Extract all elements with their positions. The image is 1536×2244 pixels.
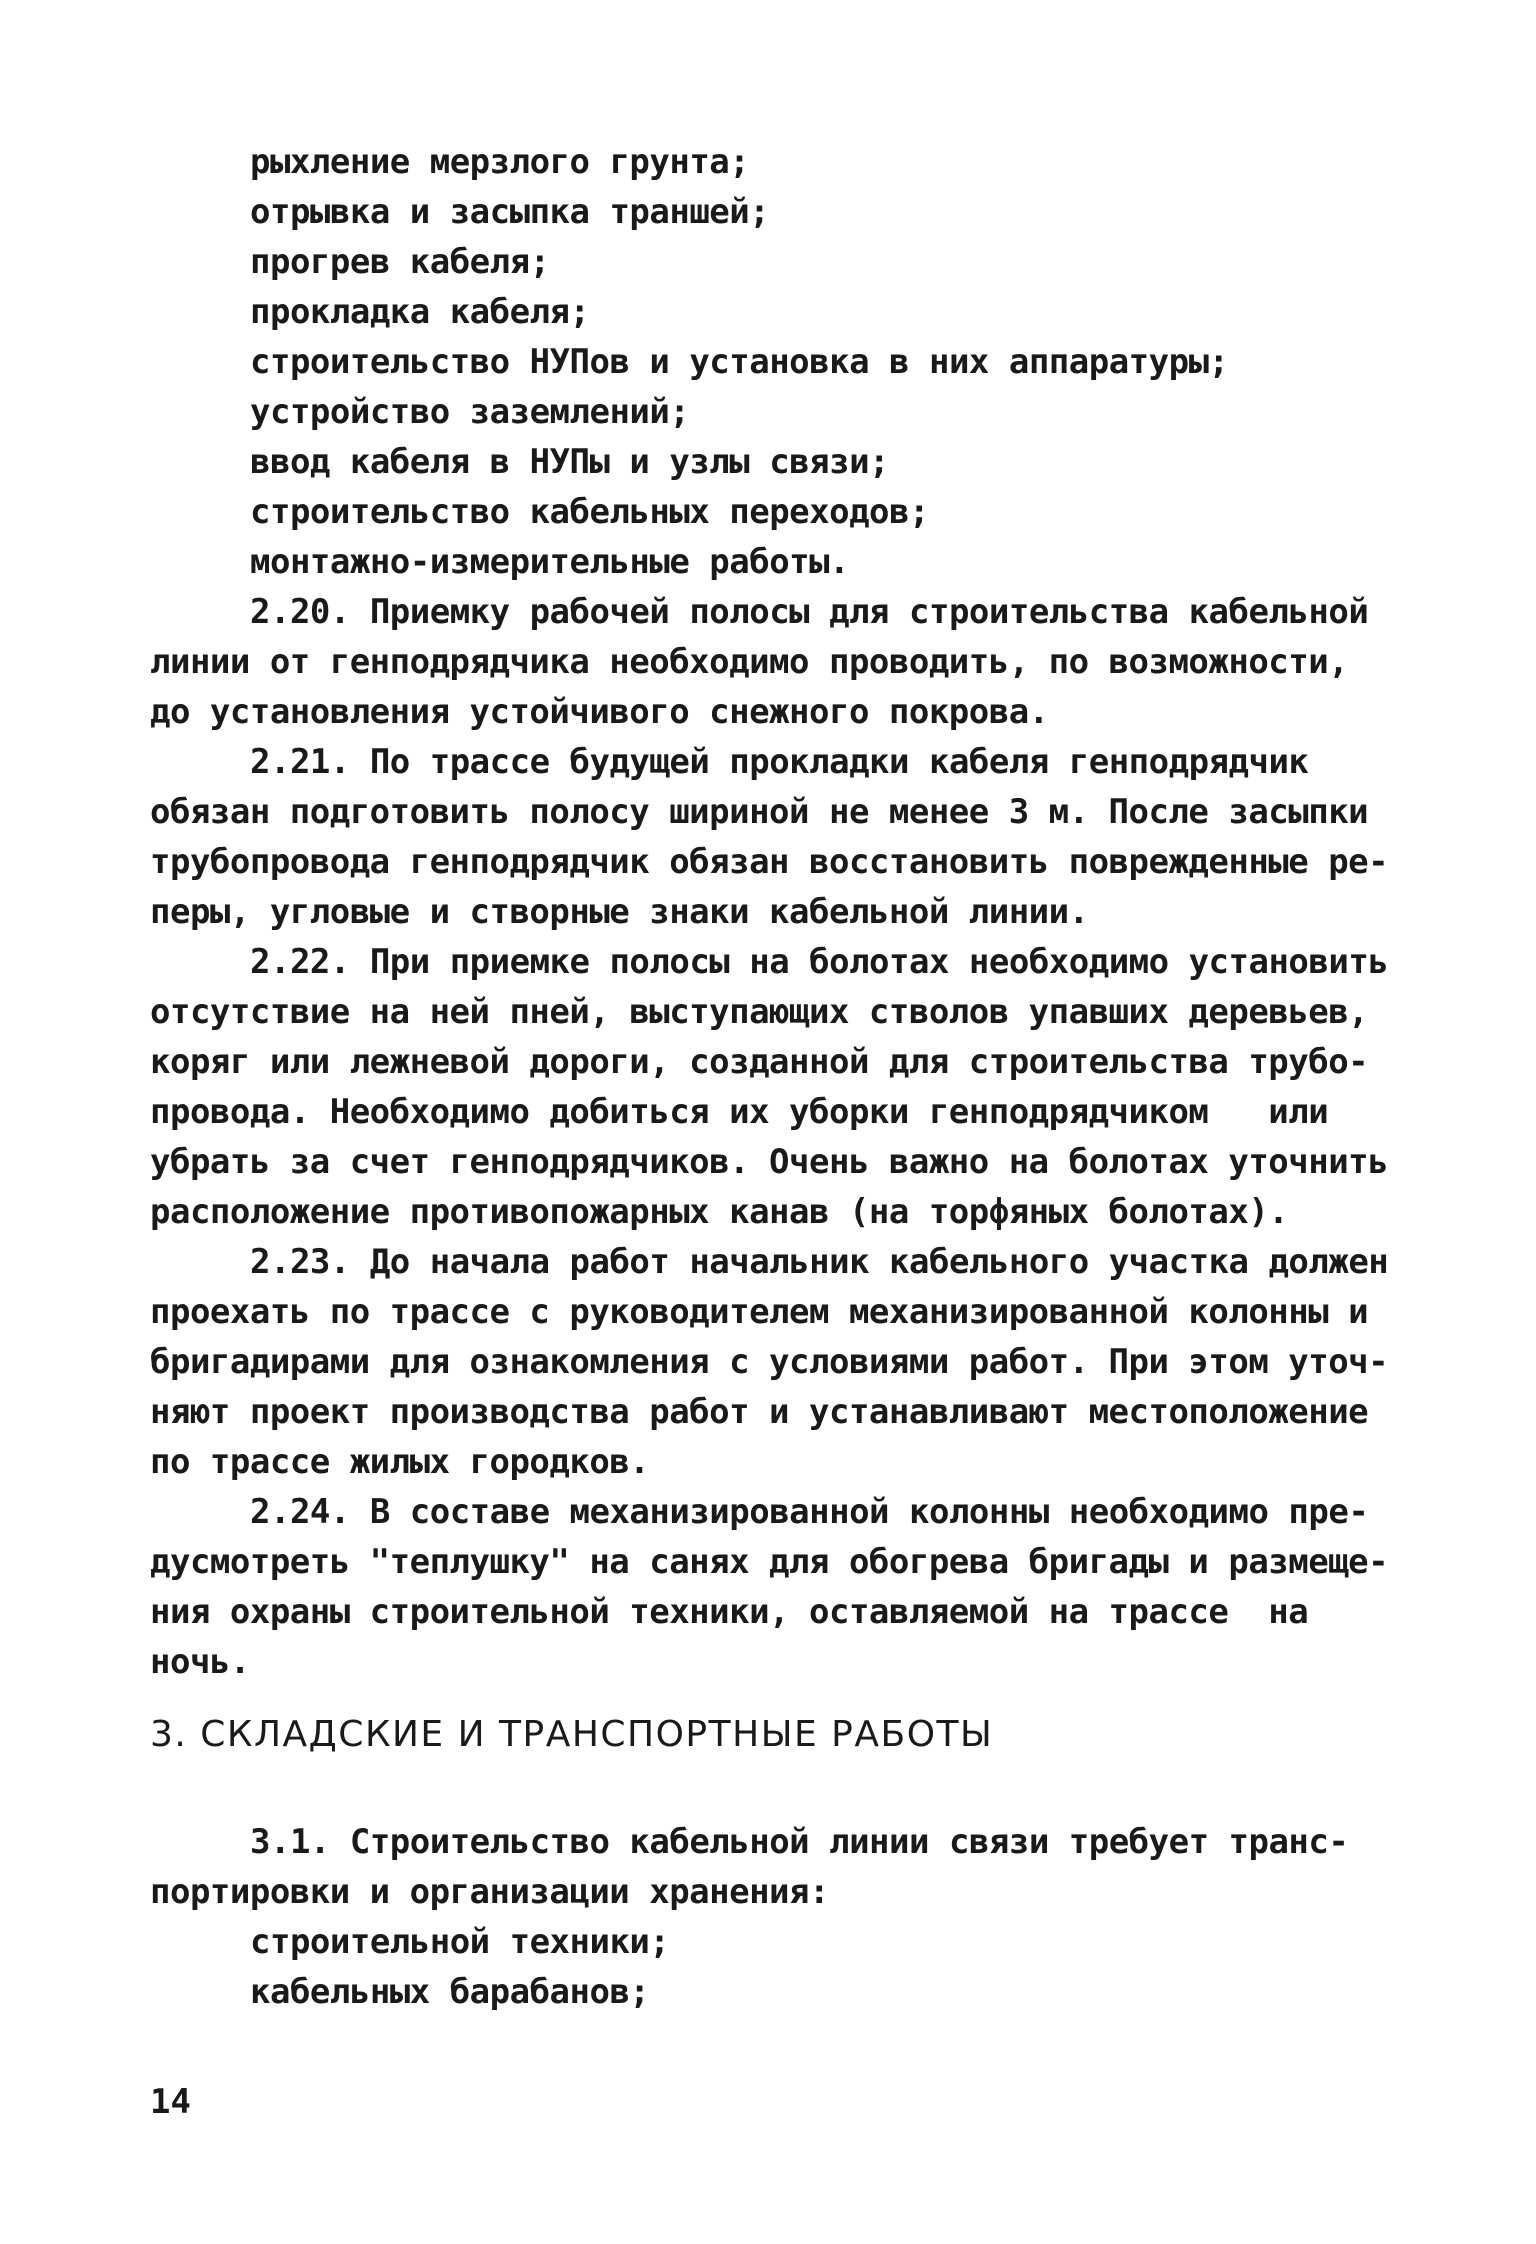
paragraph-2-20-line: линии от генподрядчика необходимо проводить, по возможности,: [150, 642, 1349, 682]
list-item: кабельных барабанов;: [250, 1972, 650, 2012]
page-number: 14: [150, 2082, 191, 2122]
list-item: строительной техники;: [250, 1922, 670, 1962]
list-item: устройство заземлений;: [250, 392, 690, 432]
paragraph-2-23-line: бригадирами для ознакомления с условиями работ. При этом уточ-: [150, 1342, 1389, 1382]
list-item: строительство НУПов и установка в них аппаратуры;: [250, 342, 1229, 382]
paragraph-2-21-line: обязан подготовить полосу шириной не менее 3 м. После засыпки: [150, 792, 1369, 832]
paragraph-2-22-line: 2.22. При приемке полосы на болотах необходимо установить: [250, 942, 1389, 982]
paragraph-2-23-line: по трассе жилых городков.: [150, 1442, 650, 1482]
paragraph-2-24-line: дусмотреть "теплушку" на санях для обогрева бригады и размеще-: [150, 1542, 1389, 1582]
paragraph-2-23-line: няют проект производства работ и устанавливают местоположение: [150, 1392, 1369, 1432]
paragraph-2-22-line: отсутствие на ней пней, выступающих стволов упавших деревьев,: [150, 992, 1369, 1032]
list-item: прогрев кабеля;: [250, 242, 550, 282]
paragraph-2-24-line: ния охраны строительной техники, оставляемой на трассе на: [150, 1592, 1309, 1632]
paragraph-2-23-line: проехать по трассе с руководителем механизированной колонны и: [150, 1292, 1369, 1332]
paragraph-2-22-line: расположение противопожарных канав (на торфяных болотах).: [150, 1192, 1289, 1232]
paragraph-2-24-line: ночь.: [150, 1642, 250, 1682]
section-heading: 3. СКЛАДСКИЕ И ТРАНСПОРТНЫЕ РАБОТЫ: [150, 1714, 994, 1755]
list-item: строительство кабельных переходов;: [250, 492, 929, 532]
list-item: отрывка и засыпка траншей;: [250, 192, 770, 232]
paragraph-2-23-line: 2.23. До начала работ начальник кабельного участка должен: [250, 1242, 1389, 1282]
paragraph-2-21-line: 2.21. По трассе будущей прокладки кабеля генподрядчик: [250, 742, 1309, 782]
paragraph-2-20-line: до установления устойчивого снежного покрова.: [150, 692, 1049, 732]
paragraph-2-21-line: перы, угловые и створные знаки кабельной линии.: [150, 892, 1089, 932]
paragraph-3-1-line: 3.1. Строительство кабельной линии связи требует транс-: [250, 1822, 1349, 1862]
list-item: рыхление мерзлого грунта;: [250, 142, 750, 182]
paragraph-2-24-line: 2.24. В составе механизированной колонны необходимо пре-: [250, 1492, 1369, 1532]
paragraph-2-22-line: коряг или лежневой дороги, созданной для строительства трубо-: [150, 1042, 1369, 1082]
list-item: монтажно-измерительные работы.: [250, 542, 850, 582]
list-item: прокладка кабеля;: [250, 292, 590, 332]
list-item: ввод кабеля в НУПы и узлы связи;: [250, 442, 890, 482]
paragraph-2-22-line: убрать за счет генподрядчиков. Очень важно на болотах уточнить: [150, 1142, 1389, 1182]
paragraph-2-22-line: провода. Необходимо добиться их уборки генподрядчиком или: [150, 1092, 1329, 1132]
paragraph-3-1-line: портировки и организации хранения:: [150, 1872, 829, 1912]
paragraph-2-21-line: трубопровода генподрядчик обязан восстановить поврежденные ре-: [150, 842, 1389, 882]
paragraph-2-20-line: 2.20. Приемку рабочей полосы для строительства кабельной: [250, 592, 1369, 632]
